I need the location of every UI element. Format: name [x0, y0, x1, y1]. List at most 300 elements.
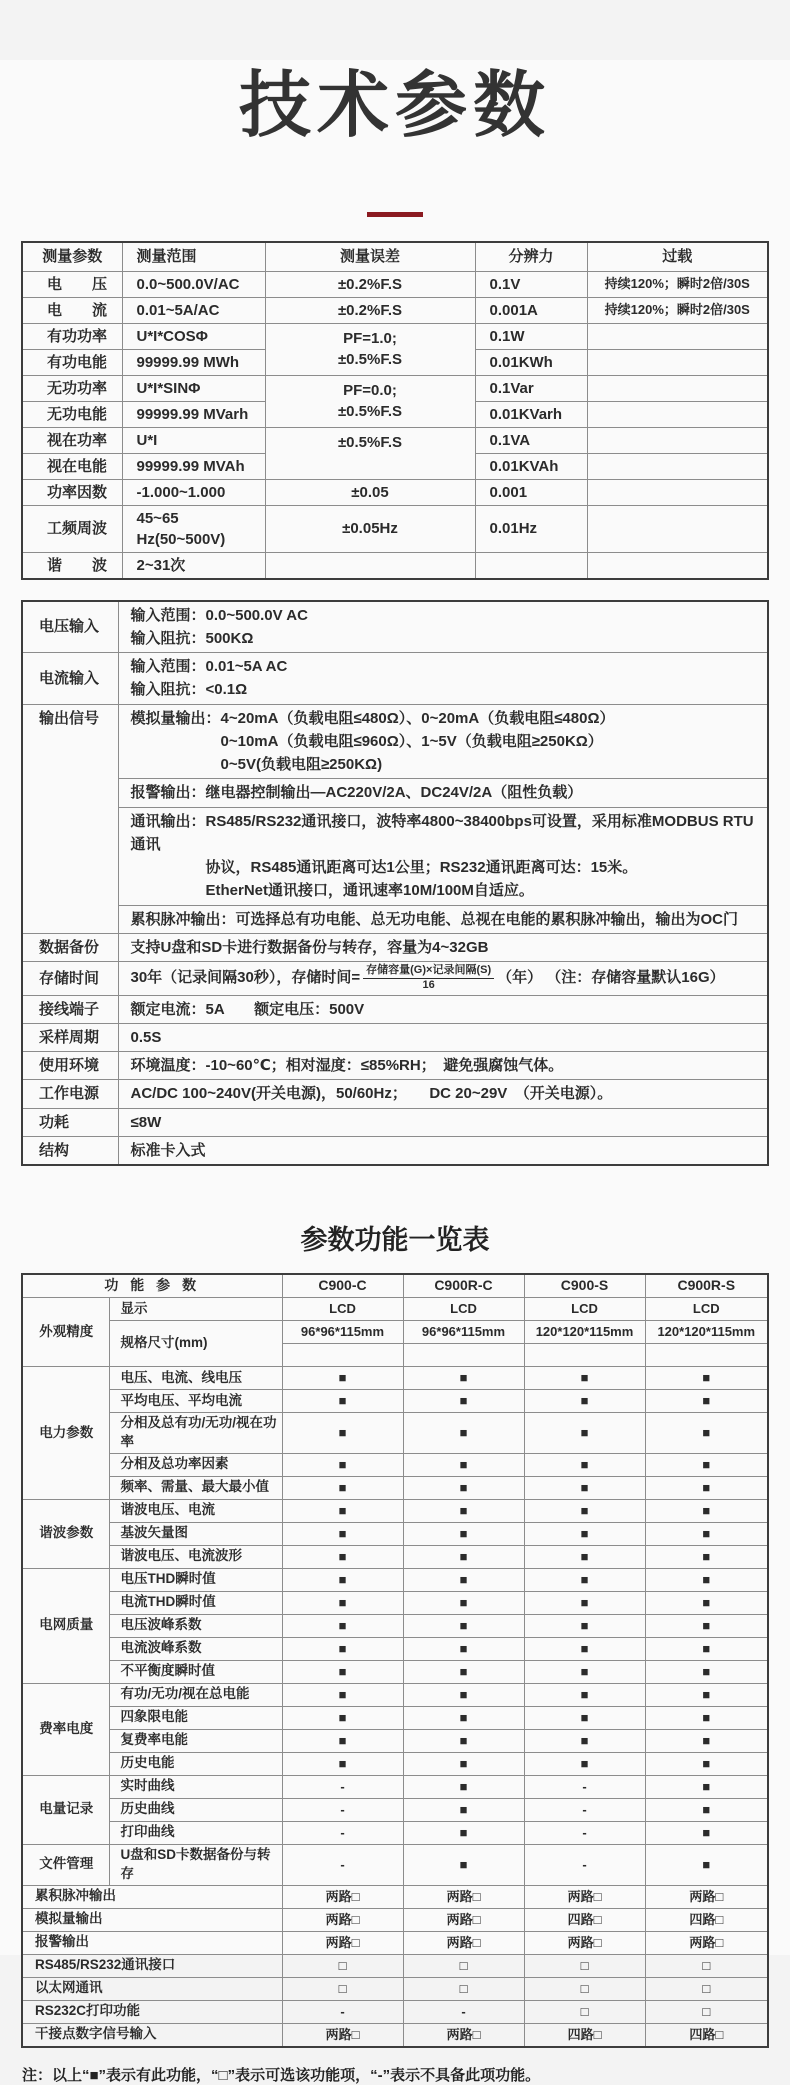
- item-cell: 规格尺寸(mm): [110, 1321, 282, 1367]
- column-header-model: C900-S: [524, 1274, 645, 1298]
- table-cell: 电 压: [22, 271, 122, 297]
- group-cell: 电力参数: [22, 1367, 110, 1500]
- io-content-cell: [118, 1080, 768, 1108]
- table-cell: 0.1V: [475, 271, 587, 297]
- table-row: [22, 1568, 768, 1591]
- io-spec-table: [21, 600, 769, 1167]
- value-cell: ■: [645, 1660, 768, 1683]
- table-row: [22, 1637, 768, 1660]
- value-cell: □: [403, 1977, 524, 2000]
- table-row: [22, 1023, 768, 1051]
- value-cell: -: [524, 1821, 645, 1844]
- io-subrow: 支持U盘和SD卡进行数据备份与转存，容量为4~32GB: [130, 938, 489, 956]
- io-label-cell: 电流输入: [22, 653, 118, 705]
- value-cell: ■: [645, 1844, 768, 1885]
- footnote: 注：以上“■”表示有此功能，“□”表示可选该功能项，“-”表示不具备此项功能。: [22, 2066, 541, 2084]
- value-cell: 两路□: [282, 2023, 403, 2047]
- io-subrow: AC/DC 100~240V(开关电源)，50/60Hz； DC 20~29V （开关电源）。: [130, 1085, 613, 1103]
- table-row: [22, 1775, 768, 1798]
- table-row: [22, 1752, 768, 1775]
- page-title: 技术参数: [238, 66, 551, 146]
- value-cell: ■: [403, 1821, 524, 1844]
- item-cell: 电压、电流、线电压: [110, 1367, 282, 1390]
- value-cell: ■: [403, 1844, 524, 1885]
- table-row: [22, 1821, 768, 1844]
- table-cell: 99999.99 MWh: [122, 349, 265, 375]
- table-row: [22, 704, 768, 933]
- value-cell: ■: [524, 1413, 645, 1454]
- io-content-cell: [118, 653, 768, 705]
- io-content-cell: [118, 962, 768, 996]
- feature-label-cell: RS485/RS232通讯接口: [22, 1954, 282, 1977]
- value-cell: ■: [403, 1660, 524, 1683]
- value-cell: 两路□: [282, 1885, 403, 1908]
- table-row: [22, 1798, 768, 1821]
- table-row: [22, 1390, 768, 1413]
- table-cell: 0.01KVAh: [475, 453, 587, 479]
- value-cell: ■: [524, 1729, 645, 1752]
- io-label-cell: 采样周期: [22, 1023, 118, 1051]
- spec-sheet-page: [0, 60, 790, 2084]
- table-cell: -1.000~1.000: [122, 479, 265, 505]
- value-cell: ■: [645, 1729, 768, 1752]
- value-cell: ■: [524, 1591, 645, 1614]
- value-cell: ■: [645, 1453, 768, 1476]
- table-cell: 有功电能: [22, 349, 122, 375]
- table-cell: 0.01~5A/AC: [122, 297, 265, 323]
- value-cell: -: [524, 1798, 645, 1821]
- table-row: [22, 1298, 768, 1321]
- value-cell: -: [403, 2000, 524, 2023]
- value-cell: ■: [282, 1476, 403, 1499]
- value-cell: ■: [403, 1545, 524, 1568]
- value-cell: ■: [403, 1729, 524, 1752]
- value-cell: [524, 1344, 645, 1367]
- value-cell: ■: [524, 1545, 645, 1568]
- item-cell: 有功/无功/视在总电能: [110, 1683, 282, 1706]
- table-cell: [587, 427, 768, 453]
- item-cell: 打印曲线: [110, 1821, 282, 1844]
- table-cell: U*I: [122, 427, 265, 453]
- value-cell: □: [645, 1977, 768, 2000]
- table-row: [22, 933, 768, 961]
- value-cell: -: [524, 1844, 645, 1885]
- value-cell: 两路□: [524, 1885, 645, 1908]
- value-cell: ■: [282, 1614, 403, 1637]
- item-cell: 分相及总有功/无功/视在功率: [110, 1413, 282, 1454]
- io-subrow: 0.5S: [130, 1028, 162, 1046]
- table-row: [22, 1844, 768, 1885]
- table-cell: 0.1VA: [475, 427, 587, 453]
- value-cell: ■: [403, 1706, 524, 1729]
- table-row: [22, 1977, 768, 2000]
- value-cell: ■: [645, 1568, 768, 1591]
- value-cell: ■: [524, 1499, 645, 1522]
- value-cell: ■: [645, 1637, 768, 1660]
- value-cell: ■: [282, 1683, 403, 1706]
- table-row: [22, 1499, 768, 1522]
- value-cell: ■: [645, 1522, 768, 1545]
- fn-header-row: [22, 1274, 768, 1298]
- value-cell: ■: [282, 1522, 403, 1545]
- item-cell: 分相及总功率因素: [110, 1453, 282, 1476]
- value-cell: ■: [524, 1367, 645, 1390]
- table-row: [22, 1052, 768, 1080]
- value-cell: ■: [524, 1660, 645, 1683]
- io-label-cell: 数据备份: [22, 933, 118, 961]
- group-cell: 费率电度: [22, 1683, 110, 1775]
- value-cell: 四路□: [645, 1908, 768, 1931]
- table-cell: 0.001A: [475, 297, 587, 323]
- value-cell: ■: [403, 1752, 524, 1775]
- table-row: [22, 1591, 768, 1614]
- io-subrow: 30年（记录间隔30秒），存储时间= $\frac{\text{存储容量(G)×记录间隔(S)}}{16}$ （年） （注：存储容量默认16G）: [130, 964, 725, 991]
- value-cell: ■: [524, 1453, 645, 1476]
- table-cell: 2~31次: [122, 552, 265, 579]
- item-cell: 电流THD瞬时值: [110, 1591, 282, 1614]
- item-cell: 平均电压、平均电流: [110, 1390, 282, 1413]
- table-row: [22, 1136, 768, 1165]
- item-cell: 历史曲线: [110, 1798, 282, 1821]
- value-cell: ■: [282, 1660, 403, 1683]
- table-cell: [587, 401, 768, 427]
- value-cell: 两路□: [645, 1885, 768, 1908]
- value-cell: ■: [403, 1614, 524, 1637]
- value-cell: ■: [282, 1637, 403, 1660]
- item-cell: 不平衡度瞬时值: [110, 1660, 282, 1683]
- group-cell: 外观精度: [22, 1298, 110, 1367]
- value-cell: 四路□: [524, 2023, 645, 2047]
- column-header: 分辨力: [475, 242, 587, 272]
- value-cell: ■: [403, 1367, 524, 1390]
- value-cell: ■: [524, 1390, 645, 1413]
- value-cell: ■: [645, 1798, 768, 1821]
- table-row: [22, 1453, 768, 1476]
- value-cell: 两路□: [403, 1885, 524, 1908]
- table-cell: [587, 505, 768, 552]
- io-subrow: 报警输出：继电器控制输出—AC220V/2A、DC24V/2A（阻性负载）: [119, 778, 768, 806]
- io-label-cell: 电压输入: [22, 601, 118, 653]
- item-cell: 基波矢量图: [110, 1522, 282, 1545]
- value-cell: 四路□: [645, 2023, 768, 2047]
- table-row: [22, 552, 768, 579]
- io-subrow: ≤8W: [130, 1113, 162, 1131]
- table-cell: ±0.05: [265, 479, 475, 505]
- table-row: [22, 653, 768, 705]
- value-cell: ■: [282, 1367, 403, 1390]
- io-label-cell: 存储时间: [22, 962, 118, 996]
- table-row: [22, 995, 768, 1023]
- value-cell: ■: [403, 1683, 524, 1706]
- value-cell: 两路□: [403, 2023, 524, 2047]
- column-header: 测量范围: [122, 242, 265, 272]
- value-cell: ■: [645, 1706, 768, 1729]
- io-content-cell: [118, 933, 768, 961]
- io-content-cell: [118, 1108, 768, 1136]
- column-header-model: C900-C: [282, 1274, 403, 1298]
- value-cell: □: [524, 1954, 645, 1977]
- io-label-cell: 使用环境: [22, 1052, 118, 1080]
- table-cell: ±0.5%F.S: [265, 427, 475, 479]
- table-row: [22, 1367, 768, 1390]
- table-row: [22, 1706, 768, 1729]
- value-cell: □: [282, 1977, 403, 2000]
- table-cell: 电 流: [22, 297, 122, 323]
- table-row: [22, 1522, 768, 1545]
- value-cell: □: [403, 1954, 524, 1977]
- value-cell: 120*120*115mm: [645, 1321, 768, 1344]
- value-cell: 两路□: [282, 1931, 403, 1954]
- value-cell: 两路□: [403, 1931, 524, 1954]
- value-cell: ■: [403, 1637, 524, 1660]
- item-cell: 电压波峰系数: [110, 1614, 282, 1637]
- io-content-cell: [118, 704, 768, 933]
- table-cell: [587, 552, 768, 579]
- table-cell: [587, 349, 768, 375]
- group-cell: 文件管理: [22, 1844, 110, 1885]
- feature-label-cell: 干接点数字信号输入: [22, 2023, 282, 2047]
- table-cell: 持续120%；瞬时2倍/30S: [587, 297, 768, 323]
- table-cell: PF=1.0; ±0.5%F.S: [265, 323, 475, 375]
- io-subrow: 输入范围：0.01~5A AC 输入阻抗：<0.1Ω: [130, 658, 288, 699]
- group-cell: 电量记录: [22, 1775, 110, 1844]
- value-cell: ■: [645, 1683, 768, 1706]
- table-row: [22, 1683, 768, 1706]
- table-cell: 45~65 Hz(50~500V): [122, 505, 265, 552]
- table-row: [22, 962, 768, 996]
- value-cell: [282, 1344, 403, 1367]
- table-cell: 工频周波: [22, 505, 122, 552]
- value-cell: ■: [645, 1390, 768, 1413]
- table-cell: 功率因数: [22, 479, 122, 505]
- value-cell: ■: [645, 1476, 768, 1499]
- item-cell: 谐波电压、电流: [110, 1499, 282, 1522]
- spec-header-row: [22, 242, 768, 272]
- value-cell: ■: [282, 1545, 403, 1568]
- value-cell: 两路□: [282, 1908, 403, 1931]
- value-cell: □: [524, 1977, 645, 2000]
- table-row: [22, 375, 768, 401]
- table-cell: 0.001: [475, 479, 587, 505]
- value-cell: 96*96*115mm: [403, 1321, 524, 1344]
- value-cell: [403, 1344, 524, 1367]
- table-cell: 无功功率: [22, 375, 122, 401]
- group-cell: 谐波参数: [22, 1499, 110, 1568]
- table-row: [22, 1954, 768, 1977]
- io-subrow: 输入范围：0.0~500.0V AC 输入阻抗：500KΩ: [130, 606, 308, 647]
- item-cell: 显示: [110, 1298, 282, 1321]
- value-cell: ■: [282, 1413, 403, 1454]
- column-header-model: C900R-C: [403, 1274, 524, 1298]
- feature-label-cell: 模拟量输出: [22, 1908, 282, 1931]
- column-header: 测量误差: [265, 242, 475, 272]
- value-cell: -: [282, 2000, 403, 2023]
- io-subrow: 通讯输出：RS485/RS232通讯接口，波特率4800~38400bps可设置，采用标准MODBUS RTU通讯 协议，RS485通讯距离可达1公里；RS232通讯距离可达：15米。 EtherNet通讯接口，通讯速率10M/100M自适应。: [119, 807, 768, 905]
- value-cell: ■: [282, 1499, 403, 1522]
- item-cell: 历史电能: [110, 1752, 282, 1775]
- group-cell: 电网质量: [22, 1568, 110, 1683]
- io-subrow: 额定电流：5A 额定电压：500V: [130, 1000, 365, 1018]
- io-subrow: 标准卡入式: [130, 1141, 206, 1159]
- function-compare-table: [21, 1273, 769, 2048]
- value-cell: -: [282, 1821, 403, 1844]
- io-subrow: 累积脉冲输出：可选择总有功电能、总无功电能、总视在电能的累积脉冲输出，输出为OC门: [119, 905, 768, 933]
- column-header-model: C900R-S: [645, 1274, 768, 1298]
- value-cell: [645, 1344, 768, 1367]
- value-cell: -: [524, 1775, 645, 1798]
- feature-label-cell: 以太网通讯: [22, 1977, 282, 2000]
- table-cell: 0.01KVarh: [475, 401, 587, 427]
- table-cell: 0.01KWh: [475, 349, 587, 375]
- io-label-cell: 工作电源: [22, 1080, 118, 1108]
- value-cell: 两路□: [645, 1931, 768, 1954]
- table-cell: 99999.99 MVarh: [122, 401, 265, 427]
- value-cell: -: [282, 1775, 403, 1798]
- table-row: [22, 1660, 768, 1683]
- io-content-cell: [118, 995, 768, 1023]
- table-cell: 谐 波: [22, 552, 122, 579]
- table-cell: ±0.05Hz: [265, 505, 475, 552]
- table-row: [22, 1476, 768, 1499]
- table-row: [22, 505, 768, 552]
- table-cell: 持续120%；瞬时2倍/30S: [587, 271, 768, 297]
- table-row: [22, 1321, 768, 1344]
- table-cell: 视在功率: [22, 427, 122, 453]
- table-cell: 无功电能: [22, 401, 122, 427]
- table-cell: ±0.2%F.S: [265, 297, 475, 323]
- value-cell: ■: [645, 1752, 768, 1775]
- value-cell: ■: [524, 1614, 645, 1637]
- column-header: 过载: [587, 242, 768, 272]
- value-cell: ■: [403, 1568, 524, 1591]
- value-cell: ■: [403, 1390, 524, 1413]
- table-cell: PF=0.0; ±0.5%F.S: [265, 375, 475, 427]
- value-cell: ■: [645, 1367, 768, 1390]
- item-cell: 电压THD瞬时值: [110, 1568, 282, 1591]
- io-subrow: 环境温度：-10~60℃；相对湿度：≤85%RH； 避免强腐蚀气体。: [130, 1057, 564, 1075]
- value-cell: ■: [282, 1752, 403, 1775]
- value-cell: ■: [282, 1568, 403, 1591]
- table-cell: [587, 479, 768, 505]
- value-cell: ■: [403, 1476, 524, 1499]
- measurement-spec-table: [21, 241, 769, 580]
- value-cell: LCD: [645, 1298, 768, 1321]
- table-cell: 0.1Var: [475, 375, 587, 401]
- value-cell: 96*96*115mm: [282, 1321, 403, 1344]
- table-row: [22, 1080, 768, 1108]
- value-cell: ■: [524, 1683, 645, 1706]
- feature-label-cell: 报警输出: [22, 1931, 282, 1954]
- value-cell: ■: [524, 1568, 645, 1591]
- io-subrow: 模拟量输出：4~20mA（负载电阻≤480Ω）、0~20mA（负载电阻≤480Ω） 0~10mA（负载电阻≤960Ω）、1~5V（负载电阻≥250KΩ） 0~5V(负载电阻≥250KΩ): [130, 709, 615, 774]
- table-row: [22, 1614, 768, 1637]
- io-content-cell: [118, 1136, 768, 1165]
- table-cell: 0.1W: [475, 323, 587, 349]
- table-cell: ±0.2%F.S: [265, 271, 475, 297]
- table-cell: [587, 453, 768, 479]
- item-cell: 谐波电压、电流波形: [110, 1545, 282, 1568]
- table-cell: 0.01Hz: [475, 505, 587, 552]
- value-cell: ■: [645, 1591, 768, 1614]
- table-cell: 99999.99 MVAh: [122, 453, 265, 479]
- value-cell: ■: [403, 1413, 524, 1454]
- value-cell: 120*120*115mm: [524, 1321, 645, 1344]
- io-label-cell: 接线端子: [22, 995, 118, 1023]
- column-header: 测量参数: [22, 242, 122, 272]
- value-cell: ■: [282, 1390, 403, 1413]
- title-divider: [367, 212, 423, 217]
- table-row: [22, 2023, 768, 2047]
- value-cell: LCD: [403, 1298, 524, 1321]
- io-content-cell: [118, 601, 768, 653]
- table-row: [22, 1908, 768, 1931]
- function-table-title: 参数功能一览表: [300, 1225, 490, 1256]
- item-cell: 四象限电能: [110, 1706, 282, 1729]
- value-cell: 四路□: [524, 1908, 645, 1931]
- item-cell: 复费率电能: [110, 1729, 282, 1752]
- value-cell: ■: [524, 1752, 645, 1775]
- table-cell: [475, 552, 587, 579]
- table-row: [22, 271, 768, 297]
- value-cell: ■: [524, 1476, 645, 1499]
- value-cell: ■: [524, 1522, 645, 1545]
- value-cell: ■: [282, 1706, 403, 1729]
- value-cell: -: [282, 1844, 403, 1885]
- value-cell: ■: [524, 1637, 645, 1660]
- feature-label-cell: RS232C打印功能: [22, 2000, 282, 2023]
- item-cell: 电流波峰系数: [110, 1637, 282, 1660]
- table-row: [22, 427, 768, 453]
- table-row: [22, 323, 768, 349]
- item-cell: U盘和SD卡数据备份与转存: [110, 1844, 282, 1885]
- value-cell: ■: [282, 1591, 403, 1614]
- table-row: [22, 1413, 768, 1454]
- table-row: [22, 1729, 768, 1752]
- table-cell: [587, 375, 768, 401]
- table-cell: U*I*COSΦ: [122, 323, 265, 349]
- io-label-cell: 结构: [22, 1136, 118, 1165]
- column-header: 功 能 参 数: [22, 1274, 282, 1298]
- value-cell: ■: [403, 1591, 524, 1614]
- feature-label-cell: 累积脉冲输出: [22, 1885, 282, 1908]
- value-cell: ■: [645, 1413, 768, 1454]
- value-cell: ■: [403, 1775, 524, 1798]
- table-row: [22, 1108, 768, 1136]
- value-cell: ■: [403, 1499, 524, 1522]
- table-cell: [587, 323, 768, 349]
- table-row: [22, 1885, 768, 1908]
- table-cell: U*I*SINΦ: [122, 375, 265, 401]
- io-content-cell: [118, 1023, 768, 1051]
- value-cell: □: [282, 1954, 403, 1977]
- table-row: [22, 1931, 768, 1954]
- item-cell: 频率、需量、最大最小值: [110, 1476, 282, 1499]
- value-cell: ■: [645, 1614, 768, 1637]
- io-label-cell: 输出信号: [22, 704, 118, 933]
- table-row: [22, 2000, 768, 2023]
- table-row: [22, 1545, 768, 1568]
- value-cell: LCD: [524, 1298, 645, 1321]
- table-row: [22, 601, 768, 653]
- table-cell: 视在电能: [22, 453, 122, 479]
- value-cell: □: [524, 2000, 645, 2023]
- value-cell: ■: [282, 1729, 403, 1752]
- table-row: [22, 479, 768, 505]
- value-cell: 两路□: [403, 1908, 524, 1931]
- value-cell: ■: [282, 1453, 403, 1476]
- value-cell: ■: [645, 1775, 768, 1798]
- item-cell: 实时曲线: [110, 1775, 282, 1798]
